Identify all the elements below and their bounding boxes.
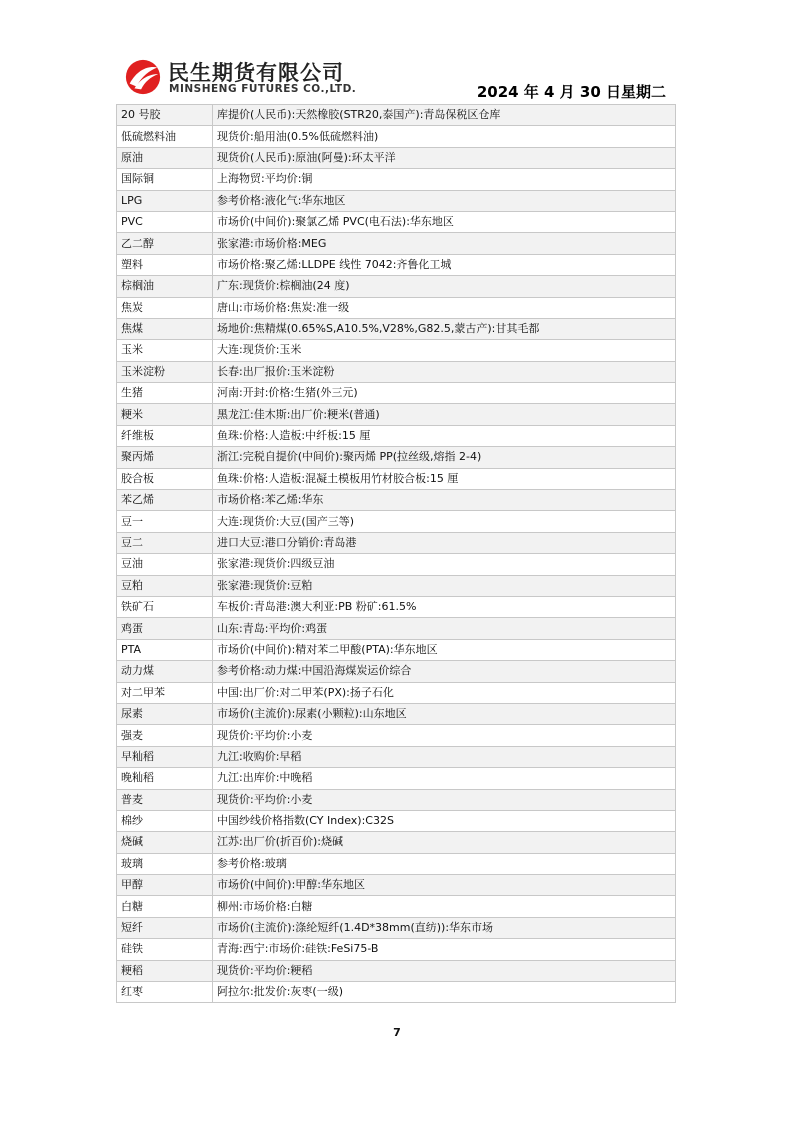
table-row bbox=[117, 575, 676, 596]
page-number: 7 bbox=[393, 1026, 401, 1039]
commodity-name-cell: 生猪 bbox=[117, 383, 213, 404]
price-source-table bbox=[116, 104, 676, 1003]
table-row bbox=[117, 596, 676, 617]
commodity-name-cell: 豆粕 bbox=[117, 575, 213, 596]
table-row bbox=[117, 661, 676, 682]
commodity-name-cell: 动力煤 bbox=[117, 661, 213, 682]
commodity-name-cell: 普麦 bbox=[117, 789, 213, 810]
commodity-name-cell: 早籼稻 bbox=[117, 746, 213, 767]
table-row bbox=[117, 682, 676, 703]
commodity-name-cell: 纤维板 bbox=[117, 425, 213, 446]
commodity-name-cell: LPG bbox=[117, 190, 213, 211]
table-row bbox=[117, 532, 676, 553]
table-row bbox=[117, 126, 676, 147]
table-row bbox=[117, 340, 676, 361]
table-row bbox=[117, 725, 676, 746]
commodity-name-cell: 苯乙烯 bbox=[117, 490, 213, 511]
table-row bbox=[117, 618, 676, 639]
commodity-name-cell: 铁矿石 bbox=[117, 596, 213, 617]
minsheng-logo-icon bbox=[124, 58, 162, 96]
table-row bbox=[117, 105, 676, 126]
table-row bbox=[117, 810, 676, 831]
price-source-cell: 市场价(中间价):聚氯乙烯 PVC(电石法):华东地区 bbox=[213, 211, 676, 232]
commodity-name-cell: 豆二 bbox=[117, 532, 213, 553]
table-row bbox=[117, 511, 676, 532]
page-header bbox=[116, 54, 676, 104]
price-source-cell: 上海物贸:平均价:铜 bbox=[213, 169, 676, 190]
table-row bbox=[117, 169, 676, 190]
price-source-cell: 张家港:现货价:四级豆油 bbox=[213, 554, 676, 575]
price-source-cell: 中国:出厂价:对二甲苯(PX):扬子石化 bbox=[213, 682, 676, 703]
commodity-name-cell: 玻璃 bbox=[117, 853, 213, 874]
commodity-name-cell: 胶合板 bbox=[117, 468, 213, 489]
price-source-cell: 九江:出库价:中晚稻 bbox=[213, 768, 676, 789]
commodity-name-cell: 低硫燃料油 bbox=[117, 126, 213, 147]
table-row bbox=[117, 939, 676, 960]
price-source-cell: 库提价(人民币):天然橡胶(STR20,泰国产):青岛保税区仓库 bbox=[213, 105, 676, 126]
commodity-name-cell: 甲醇 bbox=[117, 875, 213, 896]
commodity-name-cell: 玉米淀粉 bbox=[117, 361, 213, 382]
table-row bbox=[117, 703, 676, 724]
commodity-name-cell: 焦炭 bbox=[117, 297, 213, 318]
price-source-cell: 鱼珠:价格:人造板:混凝土模板用竹材胶合板:15 厘 bbox=[213, 468, 676, 489]
price-source-cell: 车板价:青岛港:澳大利亚:PB 粉矿:61.5% bbox=[213, 596, 676, 617]
commodity-name-cell: 乙二醇 bbox=[117, 233, 213, 254]
report-date: 2024 年 4 月 30 日星期二 bbox=[476, 83, 666, 101]
table-row bbox=[117, 639, 676, 660]
table-row bbox=[117, 233, 676, 254]
table-row bbox=[117, 211, 676, 232]
commodity-name-cell: 白糖 bbox=[117, 896, 213, 917]
price-source-cell: 大连:现货价:大豆(国产三等) bbox=[213, 511, 676, 532]
commodity-name-cell: 聚丙烯 bbox=[117, 447, 213, 468]
table-row bbox=[117, 147, 676, 168]
price-source-cell: 市场价(中间价):甲醇:华东地区 bbox=[213, 875, 676, 896]
table-row bbox=[117, 746, 676, 767]
price-source-cell: 市场价格:苯乙烯:华东 bbox=[213, 490, 676, 511]
price-source-cell: 大连:现货价:玉米 bbox=[213, 340, 676, 361]
table-row bbox=[117, 404, 676, 425]
company-name-en: MINSHENG FUTURES CO.,LTD. bbox=[169, 83, 357, 95]
commodity-name-cell: 塑料 bbox=[117, 254, 213, 275]
price-source-cell: 广东:现货价:棕榈油(24 度) bbox=[213, 276, 676, 297]
price-source-cell: 进口大豆:港口分销价:青岛港 bbox=[213, 532, 676, 553]
price-source-cell: 现货价:平均价:小麦 bbox=[213, 725, 676, 746]
table-row bbox=[117, 982, 676, 1003]
price-source-cell: 现货价:平均价:粳稻 bbox=[213, 960, 676, 981]
price-source-cell: 场地价:焦精煤(0.65%S,A10.5%,V28%,G82.5,蒙古产):甘其毛都 bbox=[213, 318, 676, 339]
price-source-cell: 张家港:市场价格:MEG bbox=[213, 233, 676, 254]
table-row bbox=[117, 896, 676, 917]
price-source-cell: 长春:出厂报价:玉米淀粉 bbox=[213, 361, 676, 382]
commodity-name-cell: 尿素 bbox=[117, 703, 213, 724]
price-source-cell: 现货价:船用油(0.5%低硫燃料油) bbox=[213, 126, 676, 147]
price-source-cell: 现货价:平均价:小麦 bbox=[213, 789, 676, 810]
commodity-name-cell: 粳稻 bbox=[117, 960, 213, 981]
commodity-name-cell: 棉纱 bbox=[117, 810, 213, 831]
price-source-cell: 河南:开封:价格:生猪(外三元) bbox=[213, 383, 676, 404]
price-source-cell: 九江:收购价:早稻 bbox=[213, 746, 676, 767]
table-row bbox=[117, 425, 676, 446]
table-row bbox=[117, 447, 676, 468]
price-source-cell: 张家港:现货价:豆粕 bbox=[213, 575, 676, 596]
table-row bbox=[117, 768, 676, 789]
commodity-name-cell: PVC bbox=[117, 211, 213, 232]
price-source-cell: 阿拉尔:批发价:灰枣(一级) bbox=[213, 982, 676, 1003]
table-row bbox=[117, 960, 676, 981]
commodity-name-cell: 棕榈油 bbox=[117, 276, 213, 297]
table-row bbox=[117, 554, 676, 575]
price-source-cell: 唐山:市场价格:焦炭:准一级 bbox=[213, 297, 676, 318]
price-source-cell: 参考价格:动力煤:中国沿海煤炭运价综合 bbox=[213, 661, 676, 682]
price-source-cell: 参考价格:液化气:华东地区 bbox=[213, 190, 676, 211]
table-row bbox=[117, 361, 676, 382]
price-source-cell: 现货价(人民币):原油(阿曼):环太平洋 bbox=[213, 147, 676, 168]
commodity-name-cell: 硅铁 bbox=[117, 939, 213, 960]
table-row bbox=[117, 276, 676, 297]
table-row bbox=[117, 468, 676, 489]
table-row bbox=[117, 789, 676, 810]
price-source-cell: 柳州:市场价格:白糖 bbox=[213, 896, 676, 917]
table-row bbox=[117, 297, 676, 318]
commodity-name-cell: 红枣 bbox=[117, 982, 213, 1003]
commodity-name-cell: 短纤 bbox=[117, 917, 213, 938]
price-source-cell: 市场价(中间价):精对苯二甲酸(PTA):华东地区 bbox=[213, 639, 676, 660]
commodity-name-cell: 玉米 bbox=[117, 340, 213, 361]
commodity-name-cell: 粳米 bbox=[117, 404, 213, 425]
price-source-cell: 市场价(主流价):尿素(小颗粒):山东地区 bbox=[213, 703, 676, 724]
commodity-name-cell: PTA bbox=[117, 639, 213, 660]
table-row bbox=[117, 853, 676, 874]
commodity-name-cell: 20 号胶 bbox=[117, 105, 213, 126]
price-source-cell: 山东:青岛:平均价:鸡蛋 bbox=[213, 618, 676, 639]
price-source-cell: 参考价格:玻璃 bbox=[213, 853, 676, 874]
commodity-name-cell: 国际铜 bbox=[117, 169, 213, 190]
commodity-name-cell: 豆一 bbox=[117, 511, 213, 532]
table-row bbox=[117, 875, 676, 896]
commodity-name-cell: 强麦 bbox=[117, 725, 213, 746]
table-row bbox=[117, 383, 676, 404]
table-row bbox=[117, 832, 676, 853]
price-source-cell: 鱼珠:价格:人造板:中纤板:15 厘 bbox=[213, 425, 676, 446]
price-source-cell: 市场价(主流价):涤纶短纤(1.4D*38mm(直纺)):华东市场 bbox=[213, 917, 676, 938]
table-row bbox=[117, 490, 676, 511]
commodity-name-cell: 晚籼稻 bbox=[117, 768, 213, 789]
commodity-name-cell: 烧碱 bbox=[117, 832, 213, 853]
price-source-cell: 浙江:完税自提价(中间价):聚丙烯 PP(拉丝级,熔指 2-4) bbox=[213, 447, 676, 468]
price-source-cell: 江苏:出厂价(折百价):烧碱 bbox=[213, 832, 676, 853]
commodity-name-cell: 豆油 bbox=[117, 554, 213, 575]
price-source-cell: 中国纱线价格指数(CY Index):C32S bbox=[213, 810, 676, 831]
table-body bbox=[117, 105, 676, 1003]
table-row bbox=[117, 318, 676, 339]
table-row bbox=[117, 190, 676, 211]
price-source-cell: 青海:西宁:市场价:硅铁:FeSi75-B bbox=[213, 939, 676, 960]
table-row bbox=[117, 917, 676, 938]
table-row bbox=[117, 254, 676, 275]
commodity-name-cell: 原油 bbox=[117, 147, 213, 168]
commodity-name-cell: 焦煤 bbox=[117, 318, 213, 339]
commodity-name-cell: 对二甲苯 bbox=[117, 682, 213, 703]
commodity-name-cell: 鸡蛋 bbox=[117, 618, 213, 639]
price-source-cell: 市场价格:聚乙烯:LLDPE 线性 7042:齐鲁化工城 bbox=[213, 254, 676, 275]
price-source-cell: 黑龙江:佳木斯:出厂价:粳米(普通) bbox=[213, 404, 676, 425]
company-name-cn: 民生期货有限公司 bbox=[168, 61, 344, 85]
